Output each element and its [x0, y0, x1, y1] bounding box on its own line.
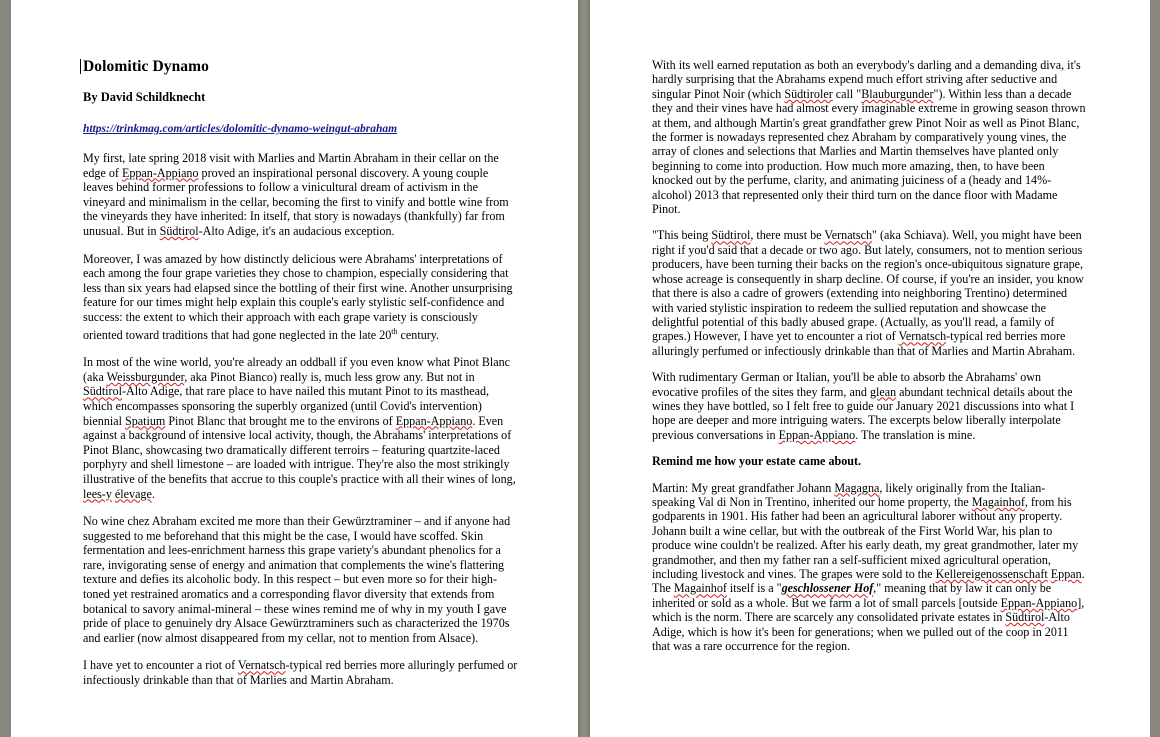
source-link[interactable]: https://trinkmag.com/articles/dolomitic-dynamo-weingut-abraham	[83, 123, 398, 135]
paragraph: Moreover, I was amazed by how distinctly delicious were Abrahams' interpretations of each among the four grape varieties they chose to champion, especially considering that less than six years had elapsed since the bottling of their first wine. Another unsurprising feature for our times might help explain this couple's early stylistic self-confidence and success: the extent to which their approach with each grape variety is consciously oriented toward traditions that had gone neglected in the late 20th century.	[83, 251, 513, 342]
paragraph: "This being Südtirol, there must be Vernatsch" (aka Schiava). Well, you might have been right if you'd said that a decade or two ago. But lately, consumers, not to mention serious producers, have been turning their backs on the region's once-ubiquitous signature grape, whose acreage is consequently in sharp decline. Of course, if you're an insider, you know that there is also a cadre of growers (extending into neighboring Trentino) determined with varied stylistic inspiration to redeem the sullied reputation and showcase the delightful potential of this badly abused grape. (Actually, as you'll read, a family of grapes.) However, I have yet to encounter a riot of Vernatsch-typical red berries more alluringly perfumed or infectiously drinkable than that of Marlies and Martin Abraham.	[652, 228, 1084, 358]
section-subheading: Remind me how your estate came about.	[652, 454, 862, 469]
paragraph: With rudimentary German or Italian, you'll be able to absorb the Abrahams' own evocative profiles of the sites they farm, and glean abundant technical details about the wines they have bottled, so I felt free to guide our January 2021 discussions into what I hope are deeper and more intriguing waters. The excerpts below liberally interpolate previous conversations in Eppan-Appiano. The translation is mine.	[652, 370, 1075, 442]
document-page-right[interactable]	[590, 0, 1150, 737]
byline: By David Schildknecht	[83, 90, 206, 104]
text-caret	[80, 59, 81, 74]
document-page-left[interactable]	[11, 0, 578, 737]
paragraph: In most of the wine world, you're already an oddball if you even know what Pinot Blanc (aka Weissburgunder, aka Pinot Bianco) really is, much less grow any. But not in Südtirol-Alto Adige, that rare place to have nailed this mutant Pinot to its masthead, which encompasses sponsoring the superbly organized (until Covid's intervention) biennial Spatium Pinot Blanc that brought me to the environs of Eppan-Appiano. Even against a background of intensive local activity, though, the Abrahams' interpretations of Pinot Blanc, showcasing two dramatically different terroirs – featuring quartzite-laced porphyry and shell limestone – are loaded with intrigue. They're also the most strikingly illustrative of the benefits that accrue to this couple's practice with all their wines of long, lees-y élevage.	[83, 355, 516, 501]
page-title-text: Dolomitic Dynamo	[83, 58, 210, 75]
paragraph: I have yet to encounter a riot of Vernatsch-typical red berries more alluringly perfumed or infectiously drinkable than that of Marlies and Martin Abraham.	[83, 658, 518, 688]
paragraph: My first, late spring 2018 visit with Marlies and Martin Abraham in their cellar on the edge of Eppan-Appiano proved an inspirational personal discovery. A young couple leaves behind former professions to follow a vinicultural dream of activism in the vineyard and minimalism in the cellar, becoming the first to vinify and bottle wine from the vineyards they have inherited: In itself, that story is nowadays (thankfully) far from unusual. But in Südtirol-Alto Adige, it's an audacious exception.	[83, 151, 509, 238]
page-title	[83, 58, 520, 76]
page-gutter	[578, 0, 590, 737]
paragraph: Martin: My great grandfather Johann Magagna, likely originally from the Italian-speaking Val di Non in Trentino, inherited our home property, the Magainhof, from his godparents in 1901. His father had been an agricultural laborer without any property. Johann built a wine cellar, but with the outbreak of the First World War, his plan to produce wine couldn't be realized. After his early death, my great grandmother, later my grandmother, and then my father ran a self-sufficient mixed agricultural operation, including livestock and vines. The grapes were sold to the Kellereigenossenschaft Eppan. The Magainhof itself is a "geschlossener Hof," meaning that by law it can only be inherited or sold as a whole. But we farm a lot of small parcels [outside Eppan-Appiano], which is the norm. There are scarcely any consolidated private estates in Südtirol-Alto Adige, which is how it's been for generations; when we pulled out of the coop in 2011 that was a rare occurrence for the region.	[652, 480, 1085, 654]
paragraph: No wine chez Abraham excited me more than their Gewürztraminer – and if anyone had suggested to me beforehand that this might be the case, I would have scoffed. Skin fermentation and lees-enrichment harness this grape variety's abundant phenolics for a rare, invigorating sense of energy and animation that complements the wine's flattering texture and defies its alcoholic body. In this respect – but even more so for their high-toned yet restrained aromatics and a corresponding flavor diversity that extends from botanical to savory animal-mineral – these wines remind me of why in my youth I gave pride of place to genuinely dry Alsace Gewürztraminers such as characterized the 1970s and earlier (now almost disappeared from my cellar, not to mention from Alsace).	[83, 514, 511, 645]
paragraph: With its well earned reputation as both an everybody's darling and a demanding diva, it's hardly surprising that the Abrahams expend much effort striving after seductive and singular Pinot Noir (which Südtiroler call "Blauburgunder"). Within less than a decade they and their vines have had almost every imaginable extreme in growing season thrown at them, and although Martin's great grandfather grew Pinot Noir as well as Pinot Blanc, the former is nowadays represented chez Abraham by comparatively young vines, the array of clones and selections that Marlies and Martin themselves have planted only beginning to come into production. How much more amazing, then, to have been knocked out by the perfume, clarity, and animating juiciness of a (heady and 14%-alcohol) 2013 that represented only their third turn on the dance floor with Madame Pinot.	[652, 58, 1086, 217]
